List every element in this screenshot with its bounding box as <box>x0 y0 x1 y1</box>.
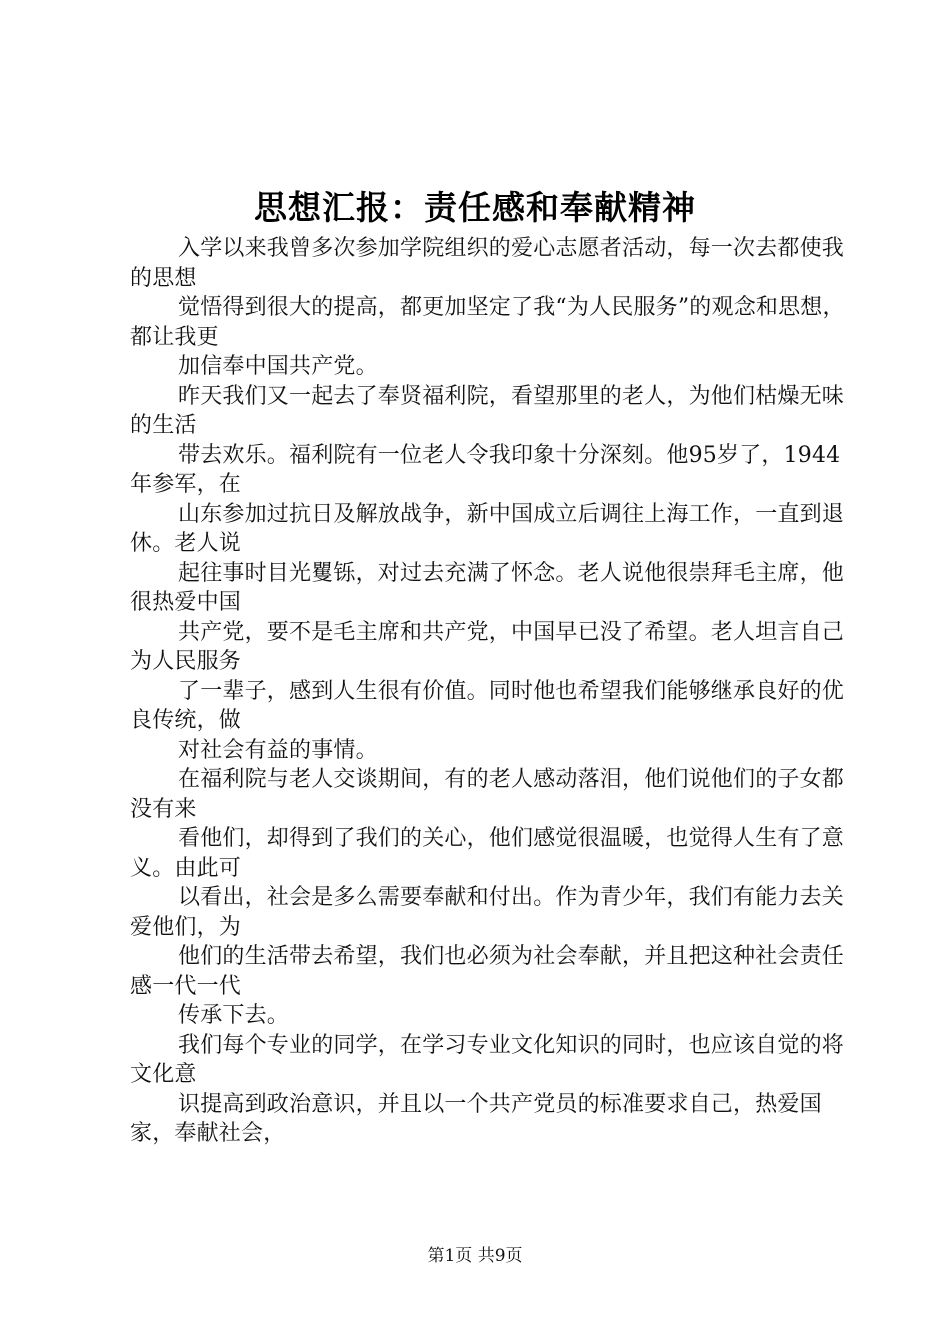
paragraph: 觉悟得到很大的提高，都更加坚定了我“为人民服务”的观念和思想，都让我更 <box>130 295 845 350</box>
paragraph: 我们每个专业的同学，在学习专业文化知识的同时，也应该自觉的将文化意 <box>130 1032 845 1087</box>
paragraph: 在福利院与老人交谈期间，有的老人感动落泪，他们说他们的子女都没有来 <box>130 767 845 822</box>
paragraph: 以看出，社会是多么需要奉献和付出。作为青少年，我们有能力去关爱他们，为 <box>130 885 845 940</box>
paragraph: 了一辈子，感到人生很有价值。同时他也希望我们能够继承良好的优良传统，做 <box>130 678 845 733</box>
paragraph: 他们的生活带去希望，我们也必须为社会奉献，并且把这种社会责任感一代一代 <box>130 944 845 999</box>
paragraph: 昨天我们又一起去了奉贤福利院，看望那里的老人，为他们枯燥无味的生活 <box>130 383 845 438</box>
page-number-footer: 第1页 共9页 <box>427 1246 523 1266</box>
paragraph: 共产党，要不是毛主席和共产党，中国早已没了希望。老人坦言自己为人民服务 <box>130 619 845 674</box>
paragraph: 对社会有益的事情。 <box>178 737 378 763</box>
paragraph: 看他们，却得到了我们的关心，他们感觉很温暖，也觉得人生有了意义。由此可 <box>130 826 845 881</box>
paragraph: 山东参加过抗日及解放战争，新中国成立后调往上海工作，一直到退休。老人说 <box>130 501 845 556</box>
document-title: 思想汇报：责任感和奉献精神 <box>254 188 696 227</box>
document-body <box>130 234 850 1149</box>
paragraph: 传承下去。 <box>178 1003 290 1028</box>
paragraph: 加信奉中国共产党。 <box>178 354 378 379</box>
paragraph: 入学以来我曾多次参加学院组织的爱心志愿者活动，每一次去都使我的思想 <box>130 236 845 291</box>
paragraph: 起往事时目光矍铄，对过去充满了怀念。老人说他很崇拜毛主席，他很热爱中国 <box>130 560 845 615</box>
paragraph: 带去欢乐。福利院有一位老人令我印象十分深刻。他95岁了，1944年参军，在 <box>130 442 841 497</box>
paragraph: 识提高到政治意识，并且以一个共产党员的标准要求自己，热爱国家，奉献社会， <box>130 1091 822 1146</box>
